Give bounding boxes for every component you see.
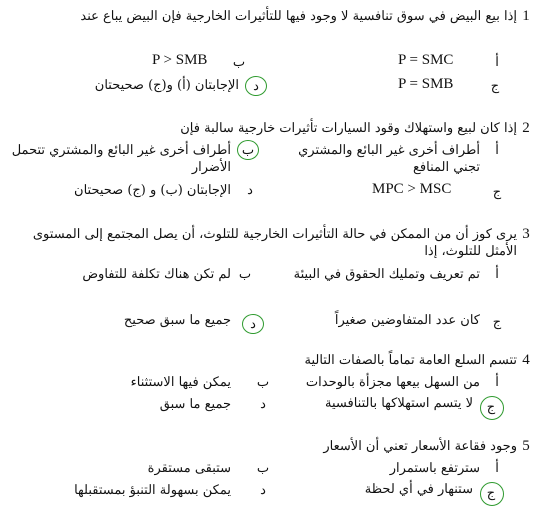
option-d-text[interactable]: الإجابتان (ب) و (ج) صحيحتان	[74, 183, 231, 198]
option-marker-d: د	[260, 397, 266, 412]
option-a-text[interactable]: سترتفع باستمرار	[389, 461, 480, 476]
question-stem: تتسم السلع العامة تماماً بالصفات التالية	[304, 353, 517, 368]
question-stem: إذا كان لبيع واستهلاك وقود السيارات تأثيرات خارجية سالبة فإن	[180, 121, 517, 136]
option-b-text[interactable]: لم تكن هناك تكلفة للتفاوض	[82, 267, 231, 282]
option-marker-c: ج	[486, 486, 496, 501]
option-b-text[interactable]: ستبقى مستقرة	[147, 461, 231, 476]
option-c-text[interactable]: MPC > MSC	[372, 181, 452, 197]
option-marker-d: د	[253, 79, 259, 94]
option-a-text[interactable]: P = SMC	[398, 52, 454, 68]
option-marker-a: أ	[495, 143, 499, 158]
option-d-text[interactable]: الإجابتان (أ) و(ج) صحيحتان	[94, 78, 239, 93]
question-number: 3	[522, 226, 530, 242]
option-c-text[interactable]: لا يتسم استهلاكها بالتنافسية	[325, 396, 473, 411]
option-c-text[interactable]: ستنهار في أي لحظة	[364, 482, 473, 497]
option-marker-d: د	[247, 183, 253, 198]
option-c-text[interactable]: P = SMB	[398, 76, 454, 92]
option-a-text[interactable]: من السهل بيعها مجزأة بالوحدات	[305, 375, 480, 390]
option-a-text[interactable]: أطراف أخرى غير البائع والمشتري تجني المنافع	[298, 143, 480, 175]
option-marker-b: ب	[241, 143, 255, 158]
question-number: 4	[522, 352, 530, 368]
option-d-text[interactable]: جميع ما سبق	[159, 397, 231, 412]
option-b-text[interactable]: P > SMB	[152, 52, 208, 68]
option-c-text[interactable]: كان عدد المتفاوضين صغيراً	[334, 313, 480, 328]
option-marker-c: ج	[486, 400, 496, 415]
option-d-text[interactable]: جميع ما سبق صحيح	[123, 313, 231, 328]
option-marker-a: أ	[495, 375, 499, 390]
question-stem: وجود فقاعة الأسعار تعني أن الأسعار	[323, 439, 517, 454]
option-d-text[interactable]: يمكن بسهولة التنبؤ بمستقبلها	[74, 483, 231, 498]
option-marker-b: ب	[238, 267, 252, 282]
option-marker-b: ب	[256, 461, 270, 476]
option-marker-c: ج	[492, 315, 502, 330]
option-marker-d: د	[260, 483, 266, 498]
option-marker-c: ج	[492, 185, 502, 200]
option-marker-b: ب	[256, 375, 270, 390]
option-b-text[interactable]: يمكن فيها الاستثناء	[130, 375, 231, 390]
question-stem: يرى كوز أن من الممكن في حالة التأثيرات الخارجية للتلوث، أن يصل المجتمع إلى المستوى الأمثل للتلوث، إذا	[32, 227, 517, 259]
option-marker-a: أ	[495, 461, 499, 476]
question-stem: إذا بيع البيض في سوق تنافسية لا وجود فيها للتأثيرات الخارجية فإن البيض يباع عند	[80, 9, 517, 24]
question-number: 2	[522, 120, 530, 136]
option-marker-a: أ	[495, 55, 499, 70]
option-marker-a: أ	[495, 267, 499, 282]
option-marker-d: د	[250, 317, 256, 332]
option-marker-c: ج	[490, 79, 500, 94]
question-number: 1	[522, 8, 530, 24]
question-number: 5	[522, 438, 530, 454]
option-b-text[interactable]: أطراف أخرى غير البائع والمشتري تتحمل الأضرار	[11, 143, 231, 175]
option-marker-b: ب	[232, 55, 246, 70]
option-a-text[interactable]: تم تعريف وتمليك الحقوق في البيئة	[293, 267, 480, 282]
